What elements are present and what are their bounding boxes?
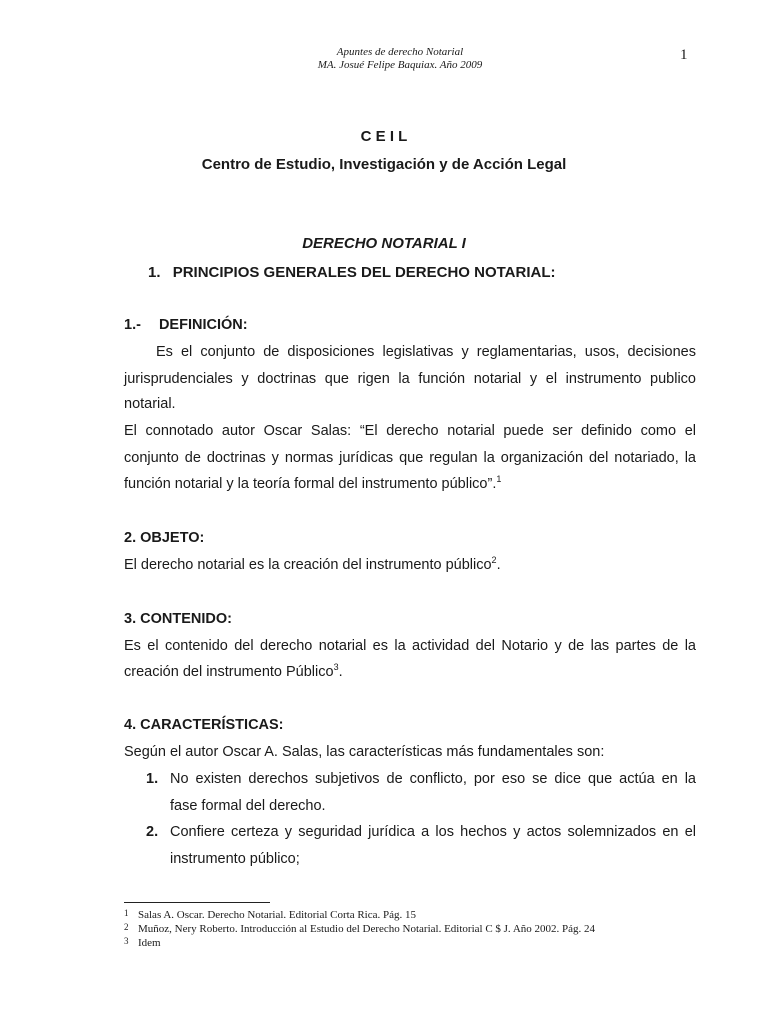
course-title: DERECHO NOTARIAL I [302, 235, 466, 252]
definicion-paragraph-line: notarial. [124, 396, 176, 412]
objeto-text-line [124, 557, 696, 573]
definicion-quote-line: El connotado autor Oscar Salas: “El derecho notarial puede ser definido como el [124, 423, 696, 439]
footnote-separator [124, 902, 270, 903]
footnote-1 [124, 907, 416, 922]
list-item-number: 2. [146, 824, 159, 840]
list-item-line: fase formal del derecho. [170, 798, 326, 814]
definicion-heading [124, 317, 696, 333]
footnote-number: 2 [124, 922, 129, 932]
footnote-text: Idem [138, 937, 161, 949]
contenido-text-line-last [124, 664, 696, 680]
footnote-number: 3 [124, 936, 129, 946]
footnote-ref: 2 [491, 555, 497, 566]
definicion-paragraph-line: jurisprudenciales y doctrinas que rigen la función notarial y el instrumento publico [124, 371, 696, 387]
definicion-quote-text: función notarial y la teoría formal del instrumento público”. [124, 476, 497, 492]
definicion-quote-line-last [124, 476, 696, 492]
contenido-text-tail: . [338, 664, 343, 680]
page-number: 1 [680, 47, 688, 63]
chapter-number: 1. [148, 264, 161, 281]
objeto-heading: 2. OBJETO: [124, 530, 205, 546]
objeto-text: El derecho notarial es la creación del instrumento público [124, 557, 492, 573]
list-item-number: 1. [146, 771, 159, 787]
footnote-number: 1 [124, 908, 129, 918]
chapter-heading [148, 264, 720, 281]
institution-acronym: C E I L [360, 128, 408, 145]
contenido-text-line: Es el contenido del derecho notarial es la actividad del Notario y de las partes de la [124, 638, 696, 654]
running-header-author: MA. Josué Felipe Baquiax. Año 2009 [317, 59, 483, 71]
list-item-line: instrumento público; [170, 851, 300, 867]
footnote-text: Salas A. Oscar. Derecho Notarial. Editorial Corta Rica. Pág. 15 [138, 909, 416, 921]
caracteristicas-heading: 4. CARACTERÍSTICAS: [124, 717, 284, 733]
objeto-text-tail: . [496, 557, 501, 573]
definicion-heading-number: 1.- [124, 317, 141, 333]
footnote-3 [124, 935, 161, 950]
list-item-line: Confiere certeza y seguridad jurídica a los hechos y actos solemnizados en el [170, 824, 696, 840]
contenido-heading: 3. CONTENIDO: [124, 611, 232, 627]
definicion-paragraph-line: Es el conjunto de disposiciones legislativas y reglamentarias, usos, decisiones [156, 344, 696, 360]
footnote-ref: 3 [333, 662, 339, 673]
institution-name: Centro de Estudio, Investigación y de Acción Legal [201, 156, 567, 173]
definicion-quote-line: conjunto de doctrinas y normas jurídicas que regulan la organización del notariado, la [124, 450, 696, 466]
caracteristicas-intro: Según el autor Oscar A. Salas, las características más fundamentales son: [124, 744, 605, 760]
list-item-line: No existen derechos subjetivos de conflicto, por eso se dice que actúa en la [170, 771, 696, 787]
running-header-title: Apuntes de derecho Notarial [336, 46, 464, 58]
chapter-title: PRINCIPIOS GENERALES DEL DERECHO NOTARIAL: [172, 264, 556, 281]
footnote-text: Muñoz, Nery Roberto. Introducción al Estudio del Derecho Notarial. Editorial C $ J. Año 2002. Pág. 24 [138, 923, 596, 935]
footnote-ref: 1 [496, 474, 502, 485]
contenido-text: creación del instrumento Público [124, 664, 334, 680]
definicion-heading-text: DEFINICIÓN: [158, 317, 248, 333]
footnote-2 [124, 921, 595, 936]
